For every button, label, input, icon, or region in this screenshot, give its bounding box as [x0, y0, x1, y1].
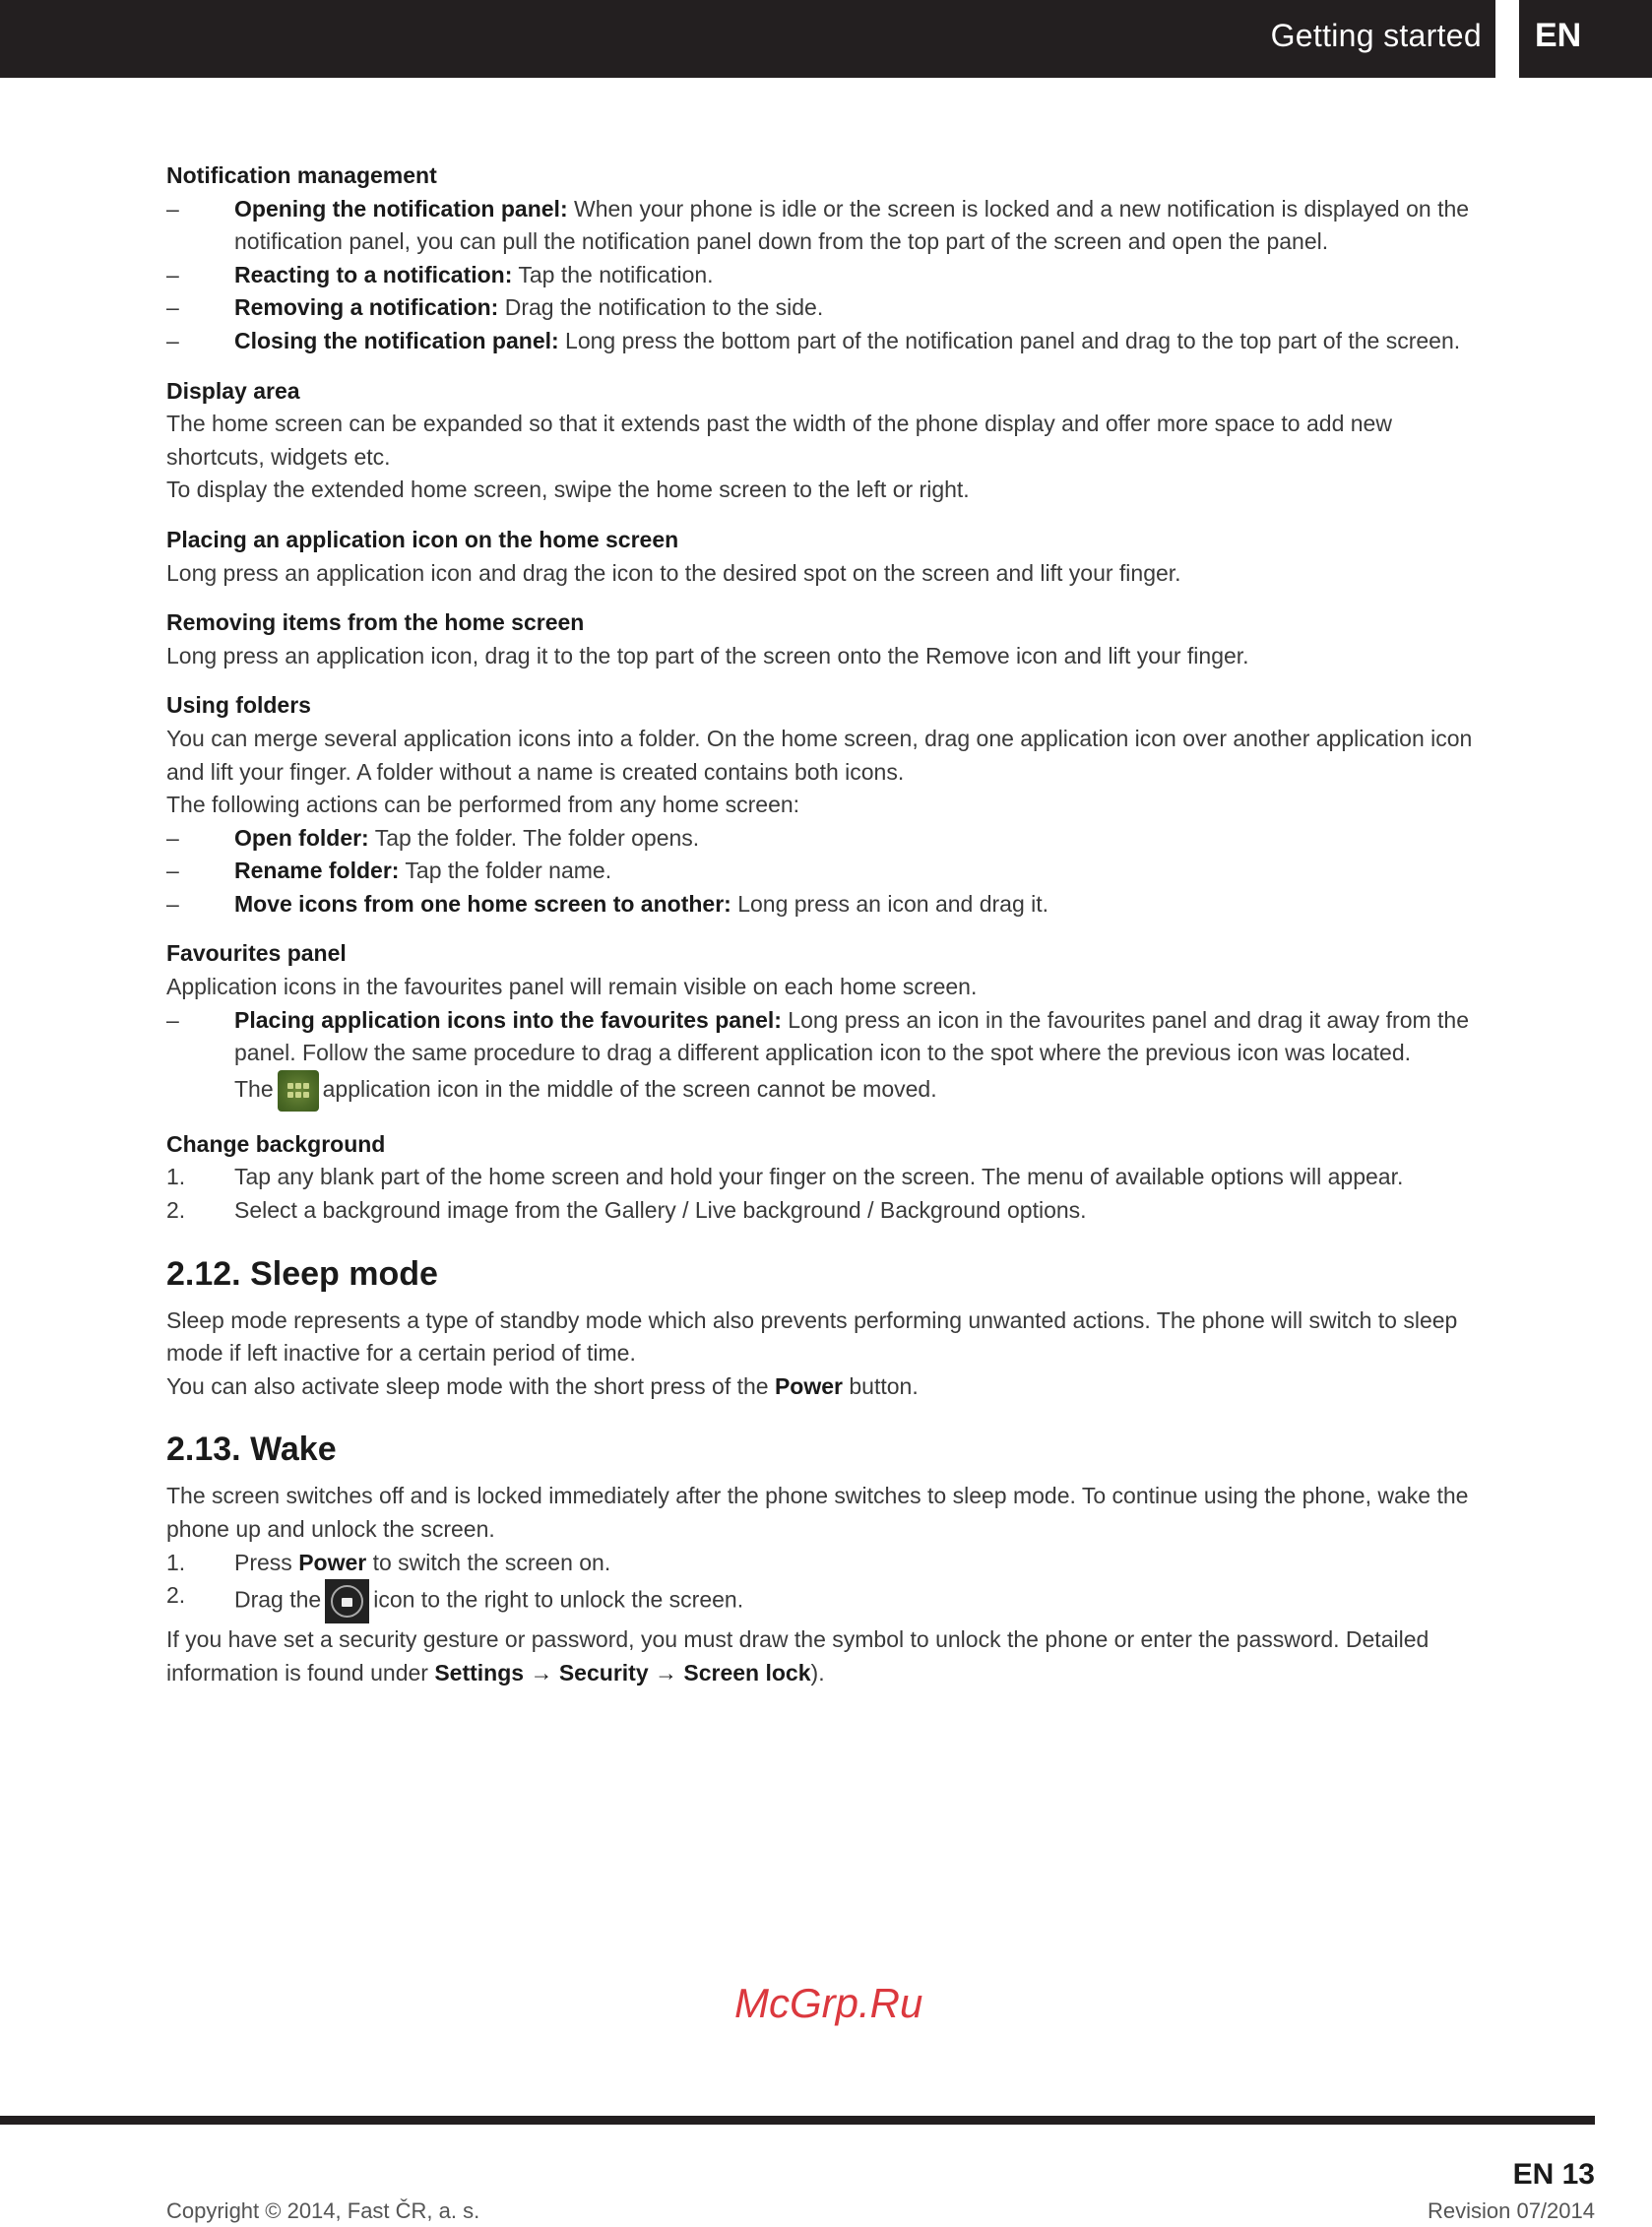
menu-path-screen-lock: Screen lock [683, 1659, 811, 1686]
dash: – [166, 195, 179, 222]
arrow-icon: → [524, 1659, 559, 1686]
paragraph: Long press an application icon and drag the icon to the desired spot on the screen and lift your finger. [166, 559, 1181, 586]
dash: – [166, 327, 179, 353]
step [166, 1579, 1486, 1623]
list-item [166, 325, 1486, 358]
paragraph: Sleep mode represents a type of standby mode which also prevents performing unwanted actions. The phone will switch to sleep mode if left inactive for a certain period of time. [166, 1306, 1458, 1367]
term: Closing the notification panel: [234, 327, 559, 353]
term: Move icons from one home screen to another: [234, 890, 731, 917]
text: Press [234, 1549, 299, 1575]
step-number: 2. [166, 1197, 186, 1224]
chapter-heading-wake: 2.13. Wake [166, 1431, 337, 1469]
section-heading: Removing items from the home screen [166, 609, 585, 636]
step-number: 1. [166, 1164, 186, 1190]
menu-path-security: Security [558, 1659, 649, 1686]
arrow-icon: → [648, 1659, 684, 1686]
section-notification-management [166, 159, 1486, 358]
note-text: application icon in the middle of the screen cannot be moved. [322, 1075, 937, 1102]
term: Reacting to a notification: [234, 261, 513, 287]
list-item [166, 259, 1486, 292]
section-heading: Notification management [166, 162, 437, 188]
chapter-title: Getting started [1270, 18, 1482, 53]
paragraph: The home screen can be expanded so that it extends past the width of the phone display and offer more space to add new shortcuts, widgets etc. [166, 411, 1392, 470]
footer-divider [0, 2116, 1595, 2125]
paragraph: The following actions can be performed from any home screen: [166, 792, 800, 818]
description: Drag the notification to the side. [498, 294, 824, 321]
paragraph: The screen switches off and is locked immediately after the phone switches to sleep mode. To continue using the phone, wake the phone up and unlock the screen. [166, 1483, 1469, 1542]
text: icon to the right to unlock the screen. [373, 1586, 744, 1613]
description: Tap the folder. The folder opens. [368, 824, 700, 851]
term: Opening the notification panel: [234, 195, 568, 222]
text: ). [810, 1659, 825, 1686]
header-bar [0, 0, 1495, 78]
paragraph [166, 1370, 1486, 1404]
section-heading: Placing an application icon on the home screen [166, 526, 679, 552]
description: Tap the folder name. [399, 858, 612, 884]
lock-icon [325, 1579, 369, 1623]
dash: – [166, 890, 179, 917]
list-item [166, 193, 1486, 259]
copyright: Copyright © 2014, Fast ČR, a. s. [166, 2198, 480, 2223]
list-item [166, 855, 1486, 888]
section-heading: Display area [166, 377, 300, 404]
paragraph [166, 1623, 1486, 1689]
step [166, 1161, 1486, 1194]
step-number: 2. [166, 1582, 186, 1609]
dash: – [166, 1006, 179, 1033]
chapter-heading-sleep-mode: 2.12. Sleep mode [166, 1254, 438, 1293]
description: Long press the bottom part of the notification panel and drag to the top part of the screen. [558, 327, 1461, 353]
list-item [166, 888, 1486, 922]
section-removing-items [166, 606, 1486, 672]
page-number: EN 13 [1512, 2158, 1595, 2191]
dash: – [166, 294, 179, 321]
list-item [166, 822, 1486, 856]
language-code: EN [1535, 17, 1582, 54]
dash: – [166, 858, 179, 884]
page-content [166, 159, 1486, 1689]
list-item [166, 1004, 1486, 1112]
description: Long press an icon and drag it. [731, 890, 1049, 917]
paragraph: Long press an application icon, drag it to the top part of the screen onto the Remove icon and lift your finger. [166, 642, 1249, 668]
term: Removing a notification: [234, 294, 499, 321]
section-change-background [166, 1128, 1486, 1228]
paragraph: Application icons in the favourites panel will remain visible on each home screen. [166, 974, 978, 1000]
term: Placing application icons into the favourites panel: [234, 1006, 782, 1033]
note-text: The [234, 1075, 274, 1102]
dash: – [166, 261, 179, 287]
menu-path-settings: Settings [434, 1659, 525, 1686]
step [166, 1194, 1486, 1228]
text: If you have set a security gesture or password, you must draw the symbol to unlock the phone or enter the password. Detailed information is found under [166, 1626, 1430, 1686]
section-using-folders [166, 689, 1486, 921]
section-heading: Using folders [166, 692, 311, 719]
section-heading: Favourites panel [166, 940, 347, 967]
step [166, 1547, 1486, 1580]
text: Drag the [234, 1586, 322, 1613]
section-favourites-panel [166, 937, 1486, 1111]
section-display-area [166, 375, 1486, 507]
language-badge [1519, 0, 1652, 78]
dash: – [166, 824, 179, 851]
section-heading: Change background [166, 1130, 386, 1157]
apps-icon [278, 1070, 319, 1112]
text: button. [843, 1372, 919, 1399]
text: You can also activate sleep mode with the short press of the [166, 1372, 775, 1399]
watermark: McGrp.Ru [734, 1980, 923, 2026]
list-item [166, 291, 1486, 325]
step-text: Select a background image from the Gallery / Live background / Background options. [234, 1197, 1087, 1224]
paragraph: You can merge several application icons into a folder. On the home screen, drag one application icon over another application icon and lift your finger. A folder without a name is created contains both icons. [166, 725, 1473, 785]
description: When your phone is idle or the screen is locked and a new notification is displayed on the notification panel, you can pull the notification panel down from the top part of the screen and open the panel. [234, 195, 1470, 255]
revision: Revision 07/2014 [1427, 2198, 1595, 2223]
power-term: Power [774, 1372, 843, 1399]
term: Rename folder: [234, 858, 400, 884]
description: Tap the notification. [512, 261, 714, 287]
power-term: Power [298, 1549, 367, 1575]
text: to switch the screen on. [366, 1549, 611, 1575]
description: Long press an icon in the favourites panel and drag it away from the panel. Follow the same procedure to drag a different application icon to the spot where the previous icon was located. [234, 1006, 1470, 1066]
step-number: 1. [166, 1549, 186, 1575]
section-placing-icon [166, 524, 1486, 590]
paragraph: To display the extended home screen, swipe the home screen to the left or right. [166, 477, 970, 503]
term: Open folder: [234, 824, 369, 851]
note [234, 1070, 1486, 1112]
step-text: Tap any blank part of the home screen and hold your finger on the screen. The menu of available options will appear. [234, 1164, 1404, 1190]
